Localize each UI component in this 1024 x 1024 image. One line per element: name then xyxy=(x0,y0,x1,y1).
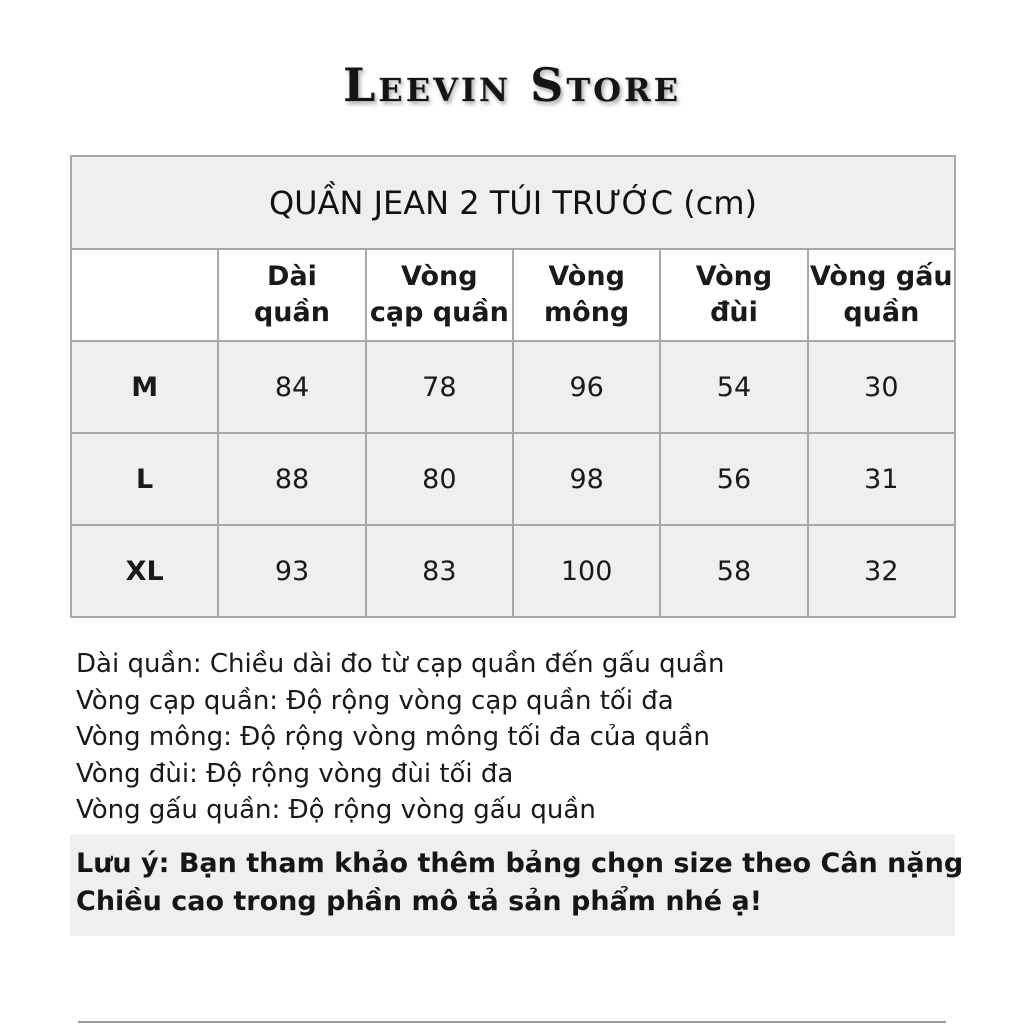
size-label: M xyxy=(71,341,218,433)
table-cell: 83 xyxy=(366,525,513,617)
footnote-line-2: Chiều cao trong phần mô tả sản phẩm nhé ạ! xyxy=(76,886,763,917)
table-row-m xyxy=(71,341,955,433)
size-label: XL xyxy=(71,525,218,617)
table-cell: 54 xyxy=(660,341,807,433)
table-cell: 88 xyxy=(218,433,365,525)
note-line: Dài quần: Chiều dài đo từ cạp quần đến gấu quần xyxy=(76,649,725,679)
table-cell: 100 xyxy=(513,525,660,617)
note-line: Vòng mông: Độ rộng vòng mông tối đa của quần xyxy=(76,722,711,752)
brand-logo: Leevin Store xyxy=(342,58,682,112)
table-cell: 78 xyxy=(366,341,513,433)
size-chart-table xyxy=(70,155,956,618)
header-vong-cap-quan: Vòng cạp quần xyxy=(366,249,513,341)
table-cell: 56 xyxy=(660,433,807,525)
footnote-line-1: Lưu ý: Bạn tham khảo thêm bảng chọn size theo Cân nặng xyxy=(76,848,964,879)
table-cell: 58 xyxy=(660,525,807,617)
table-cell: 30 xyxy=(808,341,955,433)
header-vong-gau-quan: Vòng gấu quần xyxy=(808,249,955,341)
header-corner-cell xyxy=(71,249,218,341)
table-cell: 80 xyxy=(366,433,513,525)
table-cell: 98 xyxy=(513,433,660,525)
table-title: QUẦN JEAN 2 TÚI TRƯỚC (cm) xyxy=(71,156,955,249)
table-row-xl xyxy=(71,525,955,617)
table-header-row xyxy=(71,249,955,341)
footnote-box xyxy=(70,834,964,936)
header-vong-mong: Vòng mông xyxy=(513,249,660,341)
table-cell: 84 xyxy=(218,341,365,433)
note-line: Vòng đùi: Độ rộng vòng đùi tối đa xyxy=(76,758,514,789)
table-row-l xyxy=(71,433,955,525)
table-cell: 32 xyxy=(808,525,955,617)
table-cell: 96 xyxy=(513,341,660,433)
note-line: Vòng cạp quần: Độ rộng vòng cạp quần tối đa xyxy=(76,685,674,716)
size-label: L xyxy=(71,433,218,525)
header-vong-dui: Vòng đùi xyxy=(660,249,807,341)
measurement-notes xyxy=(76,646,956,829)
table-cell: 31 xyxy=(808,433,955,525)
table-cell: 93 xyxy=(218,525,365,617)
bottom-divider xyxy=(78,1021,946,1023)
header-dai-quan: Dài quần xyxy=(218,249,365,341)
note-line: Vòng gấu quần: Độ rộng vòng gấu quần xyxy=(76,795,596,825)
